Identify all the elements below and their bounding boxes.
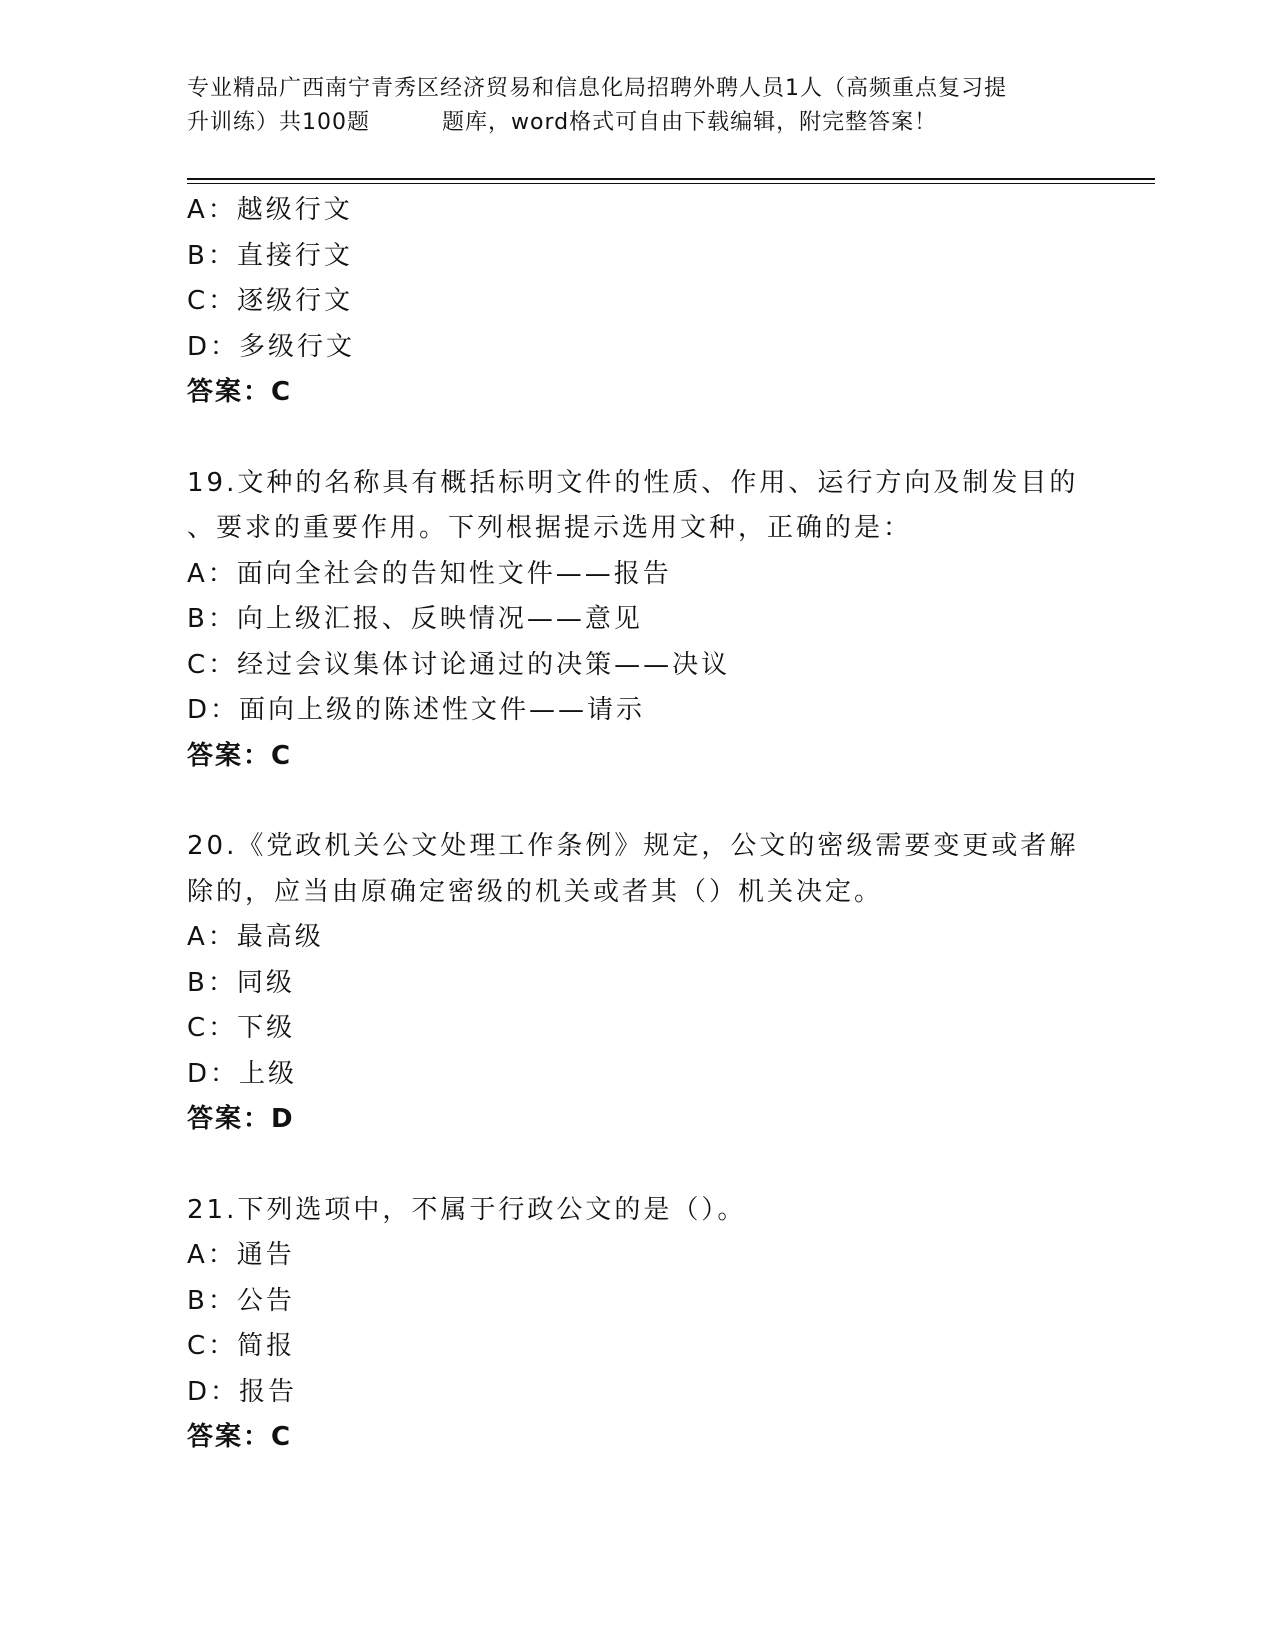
option-d: D：报告 [187,1376,298,1407]
header-line-1: 专业精品广西南宁青秀区经济贸易和信息化局招聘外聘人员1人（高频重点复习提 [187,76,1007,101]
option-c: C：下级 [187,1013,296,1043]
option-d: D：面向上级的陈述性文件——请示 [187,695,646,725]
answer: 答案：D [187,1104,295,1134]
question-title: 19.文种的名称具有概括标明文件的性质、作用、运行方向及制发目的 [187,467,1079,498]
question-title: 20.《党政机关公文处理工作条例》规定，公文的密级需要变更或者解 [187,831,1079,861]
option-c: C：逐级行文 [187,286,354,316]
question-list [187,188,1087,1461]
option-b: B：同级 [187,967,295,998]
option-d: D：上级 [187,1058,298,1089]
question-block-21 [187,1188,1087,1461]
question-title: 除的，应当由原确定密级的机关或者其（）机关决定。 [187,876,884,907]
option-a: A：越级行文 [187,195,353,225]
option-a: A：通告 [187,1240,295,1270]
option-c: C：经过会议集体讨论通过的决策——决议 [187,649,731,680]
answer: 答案：C [187,740,293,771]
question-block-19 [187,461,1087,780]
question-title: 、要求的重要作用。下列根据提示选用文种，正确的是： [187,513,913,543]
option-c: C：简报 [187,1331,296,1361]
option-d: D：多级行文 [187,331,356,362]
option-b: B：向上级汇报、反映情况——意见 [187,604,643,634]
header-line-2a: 升训练）共100题 [187,110,370,135]
header-line-2b: 题库，word格式可自由下载编辑，附完整答案！ [442,110,938,135]
answer: 答案：C [187,377,293,407]
question-block-20 [187,824,1087,1143]
option-a: A：面向全社会的告知性文件——报告 [187,558,672,589]
header-line-2 [187,106,1107,140]
option-b: B：直接行文 [187,240,353,271]
option-b: B：公告 [187,1285,295,1316]
answer: 答案：C [187,1422,293,1452]
header-divider-thick [187,178,1155,180]
question-block-18 [187,188,1087,416]
header-divider-thin [187,183,1155,184]
document-header [187,72,1107,140]
question-title: 21.下列选项中，不属于行政公文的是（）。 [187,1194,747,1225]
option-a: A：最高级 [187,922,324,952]
